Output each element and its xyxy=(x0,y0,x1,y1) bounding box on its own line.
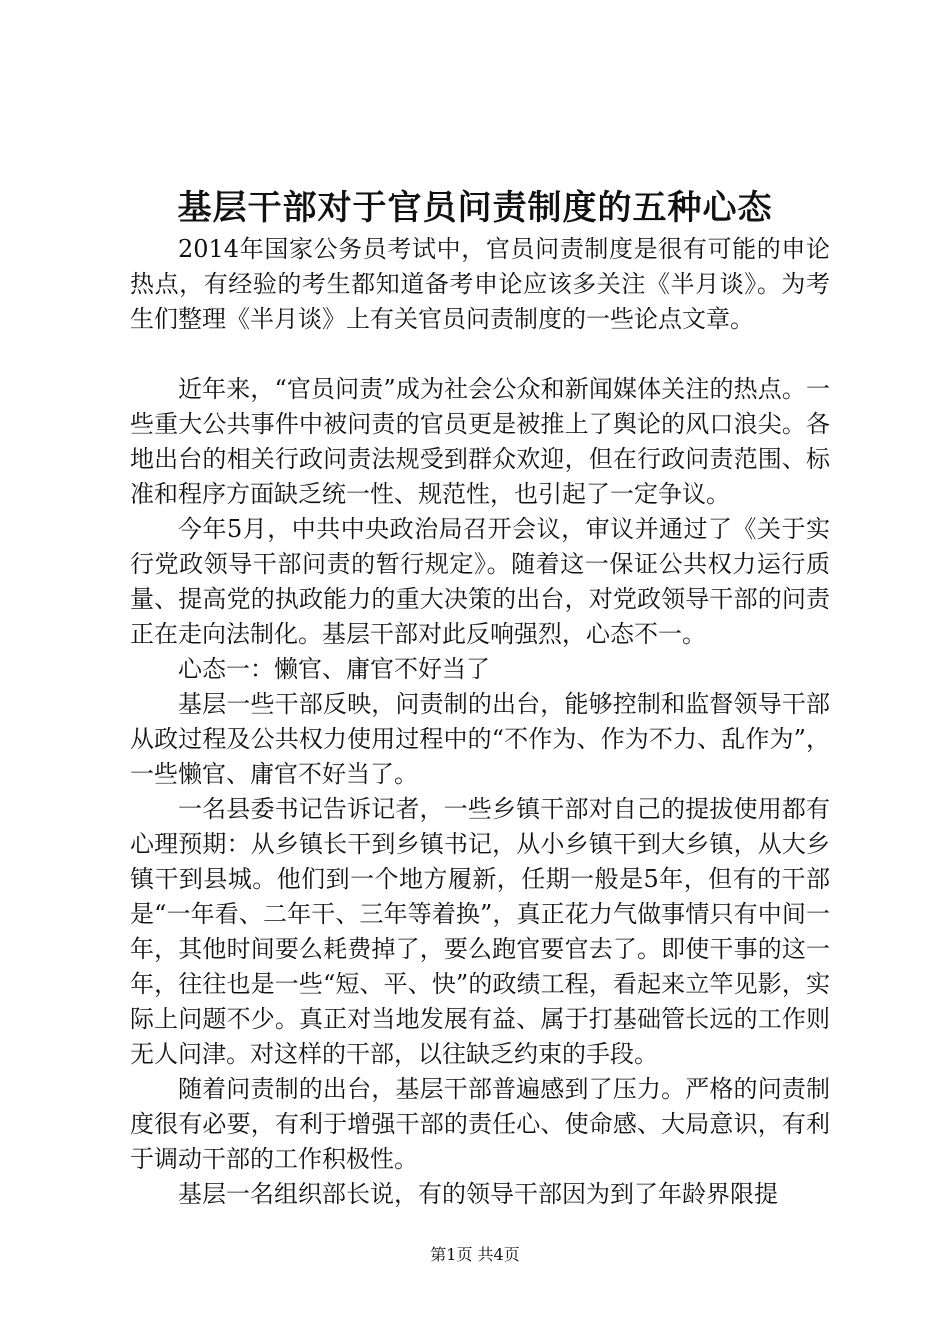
paragraph: 今年5月，中共中央政治局召开会议，审议并通过了《关于实行党政领导干部问责的暂行规定》。随着这一保证公共权力运行质量、提高党的执政能力的重大决策的出台，对党政领导干部的问责正在走向法制化。基层干部对此反响强烈，心态不一。 xyxy=(130,515,830,648)
page-number-footer: 第1页 共4页 xyxy=(430,1245,520,1264)
paragraph: 基层一名组织部长说，有的领导干部因为到了年龄界限提 xyxy=(178,1180,778,1208)
section-heading: 心态一：懒官、庸官不好当了 xyxy=(178,655,490,683)
paragraph: 近年来，“官员问责”成为社会公众和新闻媒体关注的热点。一些重大公共事件中被问责的官员更是被推上了舆论的风口浪尖。各地出台的相关行政问责法规受到群众欢迎，但在行政问责范围、标准和程序方面缺乏统一性、规范性，也引起了一定争议。 xyxy=(130,375,830,508)
paragraph: 基层一些干部反映，问责制的出台，能够控制和监督领导干部从政过程及公共权力使用过程中的“不作为、作为不力、乱作为”，一些懒官、庸官不好当了。 xyxy=(130,690,830,788)
paragraph-intro: 2014年国家公务员考试中，官员问责制度是很有可能的申论热点，有经验的考生都知道备考申论应该多关注《半月谈》。为考生们整理《半月谈》上有关官员问责制度的一些论点文章。 xyxy=(130,235,830,333)
document-title: 基层干部对于官员问责制度的五种心态 xyxy=(177,188,773,228)
document-body xyxy=(130,232,830,1212)
paragraph: 随着问责制的出台，基层干部普遍感到了压力。严格的问责制度很有必要，有利于增强干部的责任心、使命感、大局意识，有利于调动干部的工作积极性。 xyxy=(130,1075,830,1173)
paragraph: 一名县委书记告诉记者，一些乡镇干部对自己的提拔使用都有心理预期：从乡镇长干到乡镇书记，从小乡镇干到大乡镇，从大乡镇干到县城。他们到一个地方履新，任期一般是5年，但有的干部是“一年看、二年干、三年等着换”，真正花力气做事情只有中间一年，其他时间要么耗费掉了，要么跑官要官去了。即使干事的这一年，往往也是一些“短、平、快”的政绩工程，看起来立竿见影，实际上问题不少。真正对当地发展有益、属于打基础管长远的工作则无人问津。对这样的干部，以往缺乏约束的手段。 xyxy=(130,795,830,1068)
